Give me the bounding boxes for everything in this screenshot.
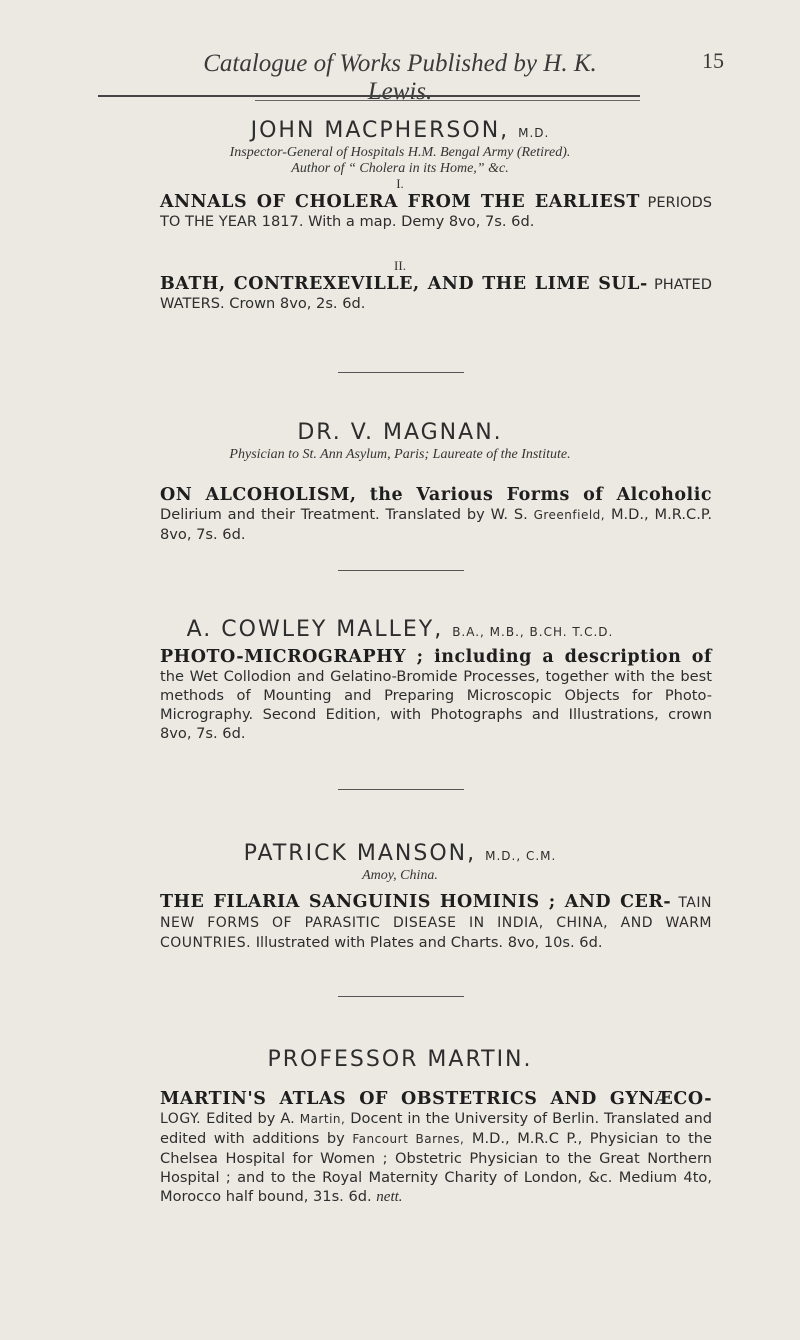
- header-rule-thin: [255, 100, 640, 101]
- author-block-malley: [0, 617, 800, 642]
- editor-name: Martin,: [299, 1112, 346, 1126]
- author-block-manson: [0, 841, 800, 884]
- author-subtitle: Physician to St. Ann Asylum, Paris; Laureate of the Institute.: [229, 447, 571, 462]
- running-header: Catalogue of Works Published by H. K. Lewis.: [203, 50, 597, 105]
- work-title: PHOTO-MICROGRAPHY ; including a description of: [160, 647, 712, 667]
- work-details: Edited by A.: [206, 1110, 295, 1127]
- author-name: A. COWLEY MALLEY,: [186, 617, 444, 642]
- work-title: ANNALS OF CHOLERA FROM THE EARLIEST: [160, 192, 640, 212]
- author-name: DR. V. MAGNAN.: [297, 420, 503, 445]
- work-title: THE FILARIA SANGUINIS HOMINIS ; AND CER-: [160, 892, 672, 912]
- work-entry: [160, 893, 712, 953]
- work-entry: [160, 275, 712, 313]
- work-number: II.: [394, 258, 406, 273]
- work-entry: [160, 1090, 712, 1207]
- author-block-macpherson: [0, 118, 800, 177]
- work-details: the Wet Collodion and Gelatino-Bromide Processes, together with the best methods of Mounting and Preparing Microscopic Objects for Photo-Micrography. Second Edition, with Photographs and Illustrations, crown 8vo, 7s. 6d.: [160, 668, 712, 742]
- author-subtitle: Amoy, China.: [362, 868, 438, 883]
- translator-name: Fancourt Barnes,: [352, 1132, 465, 1146]
- work-details: PERIODS TO THE YEAR 1817. With a map. Demy 8vo, 7s. 6d.: [160, 194, 712, 230]
- work-title: MARTIN'S ATLAS OF OBSTETRICS AND GYNÆCO-: [160, 1089, 712, 1109]
- work-entry: [160, 193, 712, 231]
- price-note: nett.: [376, 1189, 403, 1205]
- work-entry: [160, 648, 712, 743]
- translator-name: Greenfield,: [533, 508, 606, 522]
- author-block-magnan: [0, 420, 800, 463]
- section-divider: [338, 789, 464, 790]
- work-details: PHATED WATERS. Crown 8vo, 2s. 6d.: [160, 276, 712, 312]
- work-title-caps: LOGY.: [160, 1111, 202, 1127]
- work-number: I.: [396, 176, 404, 191]
- author-name: JOHN MACPHERSON,: [250, 118, 510, 143]
- author-credentials: B.A., M.B., B.CH. T.C.D.: [452, 625, 614, 639]
- header-rule: [98, 95, 640, 97]
- author-subtitle-2: Author of “ Cholera in its Home,” &c.: [291, 161, 509, 176]
- work-details-2: Docent in the University of Berlin. Translated and edited with additions by: [160, 1110, 712, 1147]
- work-details-3: M.D., M.R.C P., Physician to the Chelsea Hospital for Women ; Obstetric Physician to the Great Northern Hospital ; and to the Royal Maternity Charity of London, &c. Medium 4to, Morocco half bound, 31s. 6d.: [160, 1130, 713, 1205]
- author-block-martin: [0, 1047, 800, 1072]
- section-divider: [338, 996, 464, 997]
- page-number: 15: [702, 48, 724, 73]
- work-details-2: M.D., M.R.C.P. 8vo, 7s. 6d.: [160, 506, 712, 543]
- author-credentials: M.D., C.M.: [485, 849, 557, 863]
- work-details: Illustrated with Plates and Charts. 8vo, 10s. 6d.: [255, 934, 603, 951]
- work-title: BATH, CONTREXEVILLE, AND THE LIME SUL-: [160, 274, 648, 294]
- author-subtitle: Inspector-General of Hospitals H.M. Bengal Army (Retired).: [229, 145, 571, 160]
- section-divider: [338, 372, 464, 373]
- work-details: Delirium and their Treatment. Translated by W. S.: [160, 506, 528, 523]
- work-title-caps: TAIN NEW FORMS OF PARASITIC DISEASE IN INDIA, CHINA, AND WARM COUNTRIES.: [160, 895, 712, 951]
- work-entry: [160, 486, 712, 544]
- author-name: PROFESSOR MARTIN.: [267, 1047, 533, 1072]
- author-credentials: M.D.: [518, 126, 550, 140]
- work-title: ON ALCOHOLISM, the Various Forms of Alcoholic: [160, 485, 712, 505]
- section-divider: [338, 570, 464, 571]
- author-name: PATRICK MANSON,: [243, 841, 477, 866]
